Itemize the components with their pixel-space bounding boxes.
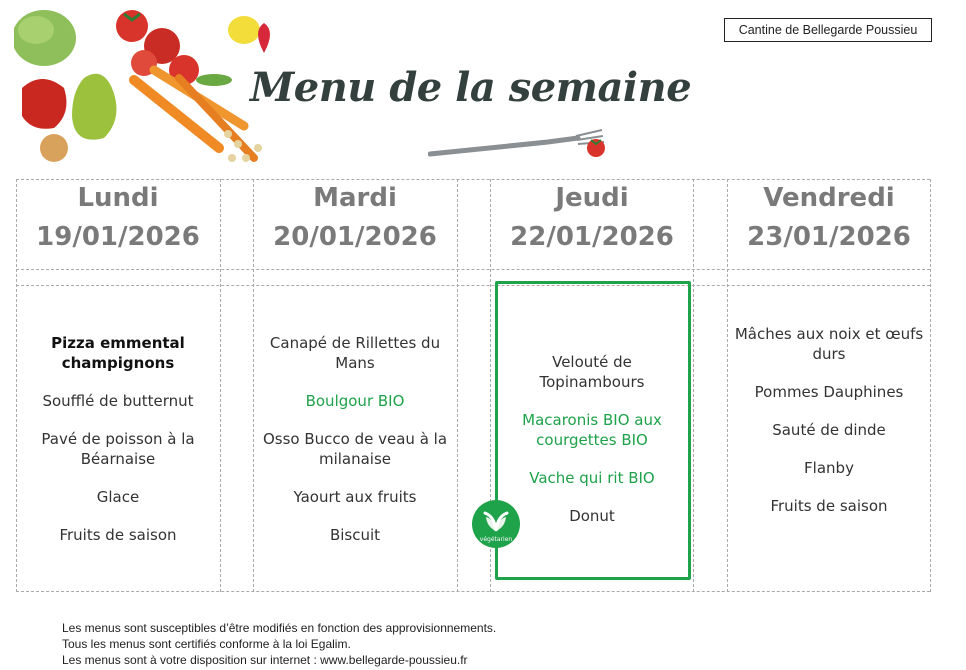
menu-lundi xyxy=(16,333,220,563)
dish-laitage: Flanby xyxy=(804,459,854,477)
dish-entree: Pizza emmental champignons xyxy=(51,334,185,372)
day-name: Jeudi xyxy=(555,183,629,213)
footer-line: Tous les menus sont certifiés conforme à la loi Egalim. xyxy=(62,637,351,651)
dish-laitage-bio: Vache qui rit BIO xyxy=(529,469,655,487)
dish-laitage: Glace xyxy=(96,488,140,506)
vegetarian-leaf-icon xyxy=(471,499,521,549)
dish-plat: Sauté de dinde xyxy=(772,421,886,439)
dish-plat-bio: Macaronis BIO aux courgettes BIO xyxy=(522,411,662,449)
menu-vendredi xyxy=(727,324,931,534)
dish-accompagnement: Pommes Dauphines xyxy=(754,383,904,401)
day-heading-jeudi xyxy=(490,179,694,257)
day-heading-mardi xyxy=(253,179,457,257)
day-heading-vendredi xyxy=(727,179,931,257)
dish-entree: Velouté de Topinambours xyxy=(539,353,645,391)
dish-accompagnement: Soufflé de butternut xyxy=(42,392,194,410)
dish-dessert: Fruits de saison xyxy=(59,526,177,544)
day-name: Lundi xyxy=(77,183,159,213)
fork-icon xyxy=(428,124,618,162)
day-name: Mardi xyxy=(313,183,397,213)
day-date: 22/01/2026 xyxy=(510,222,674,252)
day-name: Vendredi xyxy=(763,183,895,213)
day-date: 20/01/2026 xyxy=(273,222,437,252)
dish-accompagnement-bio: Boulgour BIO xyxy=(305,392,405,410)
footer-notes xyxy=(62,620,496,668)
dish-dessert: Fruits de saison xyxy=(770,497,888,515)
dish-plat: Pavé de poisson à la Béarnaise xyxy=(41,430,195,468)
veg-badge-label: végétarien xyxy=(479,536,513,543)
cantine-label: Cantine de Bellegarde Poussieu xyxy=(724,18,932,42)
day-date: 19/01/2026 xyxy=(36,222,200,252)
footer-line: Les menus sont à votre disposition sur internet : www.bellegarde-poussieu.fr xyxy=(62,653,468,667)
dish-entree: Canapé de Rillettes du Mans xyxy=(269,334,441,372)
menu-mardi xyxy=(253,333,457,563)
dish-laitage: Yaourt aux fruits xyxy=(293,488,417,506)
day-date: 23/01/2026 xyxy=(747,222,911,252)
dish-plat: Osso Bucco de veau à la milanaise xyxy=(262,430,448,468)
dish-entree: Mâches aux noix et œufs durs xyxy=(734,325,924,363)
day-heading-lundi xyxy=(16,179,220,257)
footer-line: Les menus sont susceptibles d’être modifiés en fonction des approvisionnements. xyxy=(62,621,497,635)
dish-dessert: Biscuit xyxy=(329,526,381,544)
dish-dessert: Donut xyxy=(569,507,615,525)
page-title: Menu de la semaine xyxy=(250,64,692,111)
vegetables-illustration xyxy=(14,8,286,170)
